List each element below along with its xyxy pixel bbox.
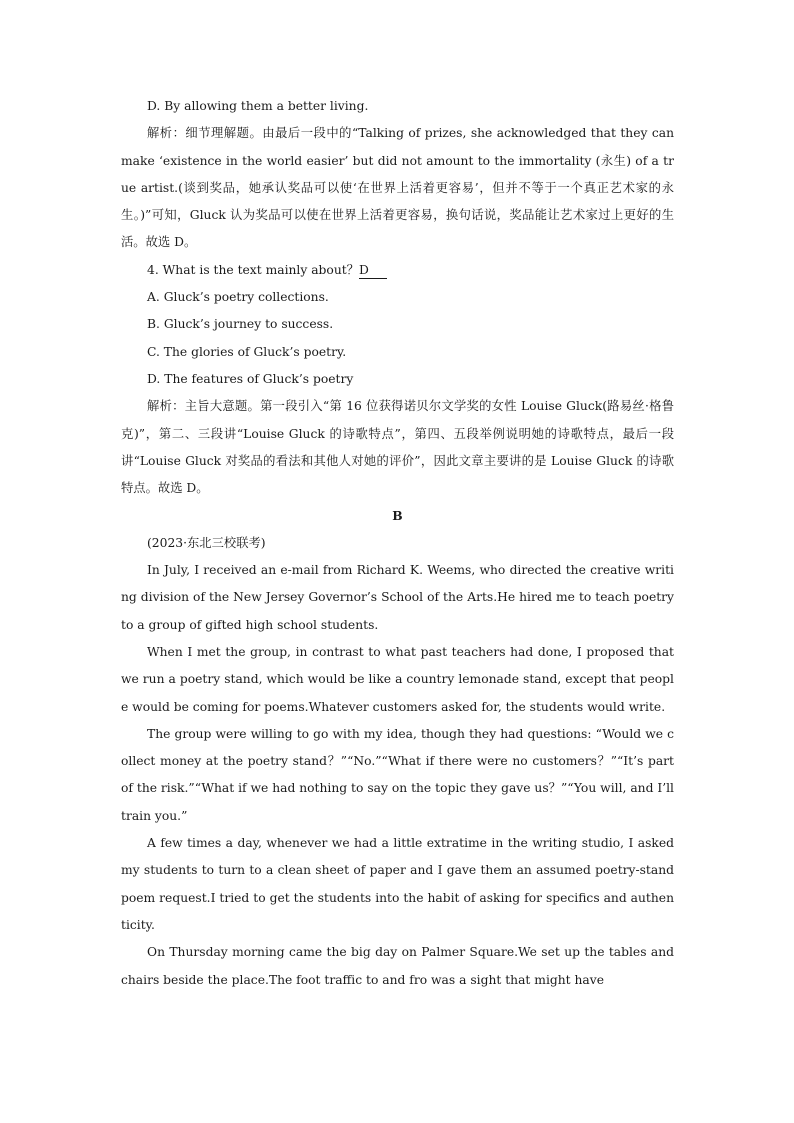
document-page xyxy=(121,93,674,994)
q3-option-d: D. By allowing them a better living. xyxy=(147,99,369,113)
q4-option-b: B. Gluck’s journey to success. xyxy=(147,317,334,332)
q4-answer-blank: D xyxy=(359,262,387,279)
section-heading: B xyxy=(392,508,403,524)
q4-option-c: C. The glories of Gluck’s poetry. xyxy=(147,344,347,359)
q4-question xyxy=(121,257,674,284)
passage-paragraph: The group were willing to go with my idea, though they had questions: “Would we collect money at the poetry stand？”“No.”“What if there were no customers？”“It’s part of the risk.”“What if we had nothing to say on the topic they gave us？”“You will, and I’ll train you.” xyxy=(121,726,674,823)
passage-paragraph: A few times a day, whenever we had a little extratime in the writing studio, I asked my students to turn to a clean sheet of paper and I gave them an assumed poetry-stand poem request.I tried to get the students into the habit of asking for specifics and authenticity. xyxy=(121,836,674,932)
q4-option-d: D. The features of Gluck’s poetry xyxy=(147,371,354,386)
passage-paragraph: On Thursday morning came the big day on Palmer Square.We set up the tables and chairs beside the place.The foot traffic to and fro was a sight that might have xyxy=(121,945,674,987)
q4-question-text: 4. What is the text mainly about？ xyxy=(147,262,359,277)
passage-paragraph: In July, I received an e-mail from Richard K. Weems, who directed the creative writing division of the New Jersey Governor’s School of the Arts.He hired me to teach poetry to a group of gifted high school students. xyxy=(121,563,674,632)
q3-analysis: 解析：细节理解题。由最后一段中的“Talking of prizes, she acknowledged that they can make ‘existence in the world easier’ but did not amount to the immortality (永生) of a true artist.(谈到奖品，她承认奖品可以使‘在世界上活着更容易’，但并不等于一个真正艺术家的永生。)”可知，Gluck 认为奖品可以使在世界上活着更容易，换句话说，奖品能让艺术家过上更好的生活。故选 D。 xyxy=(121,126,674,250)
q4-option-a: A. Gluck’s poetry collections. xyxy=(147,290,329,305)
passage-paragraph: When I met the group, in contrast to what past teachers had done, I proposed that we run a poetry stand, which would be like a country lemonade stand, except that people would be coming for poems.Whatever customers asked for, the students would write. xyxy=(121,644,674,714)
q4-analysis: 解析：主旨大意题。第一段引入“第 16 位获得诺贝尔文学奖的女性 Louise Gluck(路易丝·格鲁克)”，第二、三段讲“Louise Gluck 的诗歌特点”，第四、五段举例说明她的诗歌特点，最后一段讲“Louise Gluck 对奖品的看法和其他人对她的评价”，因此文章主要讲的是 Louise Gluck 的诗歌特点。故选 D。 xyxy=(121,399,674,496)
section-source: (2023·东北三校联考) xyxy=(147,535,266,550)
